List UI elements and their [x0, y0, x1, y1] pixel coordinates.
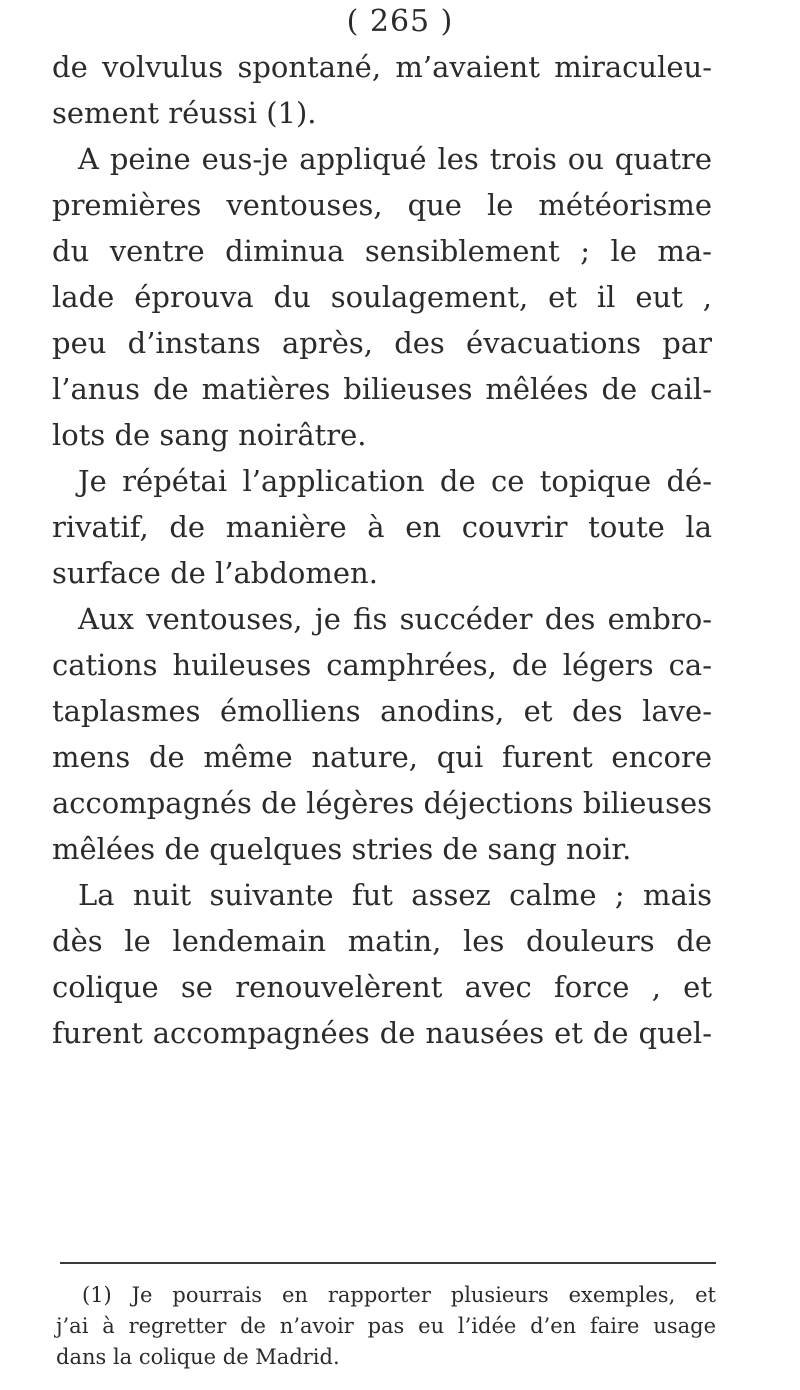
text-line: sement réussi (1). — [52, 96, 317, 130]
text-line: dès le lendemain matin, les douleurs de — [52, 924, 712, 958]
text-line: rivatif, de manière à en couvrir toute la — [52, 510, 712, 544]
text-line: colique se renouvelèrent avec force , et — [52, 970, 712, 1004]
text-line: mêlées de quelques stries de sang noir. — [52, 832, 632, 866]
text-line: lots de sang noirâtre. — [52, 418, 367, 452]
text-line: l’anus de matières bilieuses mêlées de cail- — [52, 372, 712, 406]
text-line: A peine eus-je appliqué les trois ou quatre — [78, 142, 712, 176]
text-line: furent accompagnées de nausées et de quel- — [52, 1016, 712, 1050]
text-line: Je répétai l’application de ce topique dé- — [78, 464, 712, 498]
footnote — [56, 1280, 716, 1373]
text-line: accompagnés de légères déjections bilieuses — [52, 786, 712, 820]
text-line: surface de l’abdomen. — [52, 556, 378, 590]
page-number: ( 265 ) — [346, 4, 454, 39]
footnote-divider — [60, 1262, 716, 1264]
footnote-line: (1) Je pourrais en rapporter plusieurs exemples, et — [82, 1283, 716, 1307]
text-line: taplasmes émolliens anodins, et des lave- — [52, 694, 712, 728]
body-text — [52, 44, 712, 1056]
text-line: La nuit suivante fut assez calme ; mais — [78, 878, 712, 912]
text-line: peu d’instans après, des évacuations par — [52, 326, 712, 360]
text-line: Aux ventouses, je fis succéder des embro- — [78, 602, 712, 636]
footnote-line: dans la colique de Madrid. — [56, 1345, 340, 1369]
text-line: premières ventouses, que le météorisme — [52, 188, 712, 222]
text-line: de volvulus spontané, m’avaient miraculeu- — [52, 50, 712, 84]
text-line: du ventre diminua sensiblement ; le ma- — [52, 234, 712, 268]
text-line: lade éprouva du soulagement, et il eut , — [52, 280, 712, 314]
text-line: mens de même nature, qui furent encore — [52, 740, 712, 774]
footnote-line: j’ai à regretter de n’avoir pas eu l’idée d’en faire usage — [56, 1314, 716, 1338]
text-line: cations huileuses camphrées, de légers ca- — [52, 648, 712, 682]
